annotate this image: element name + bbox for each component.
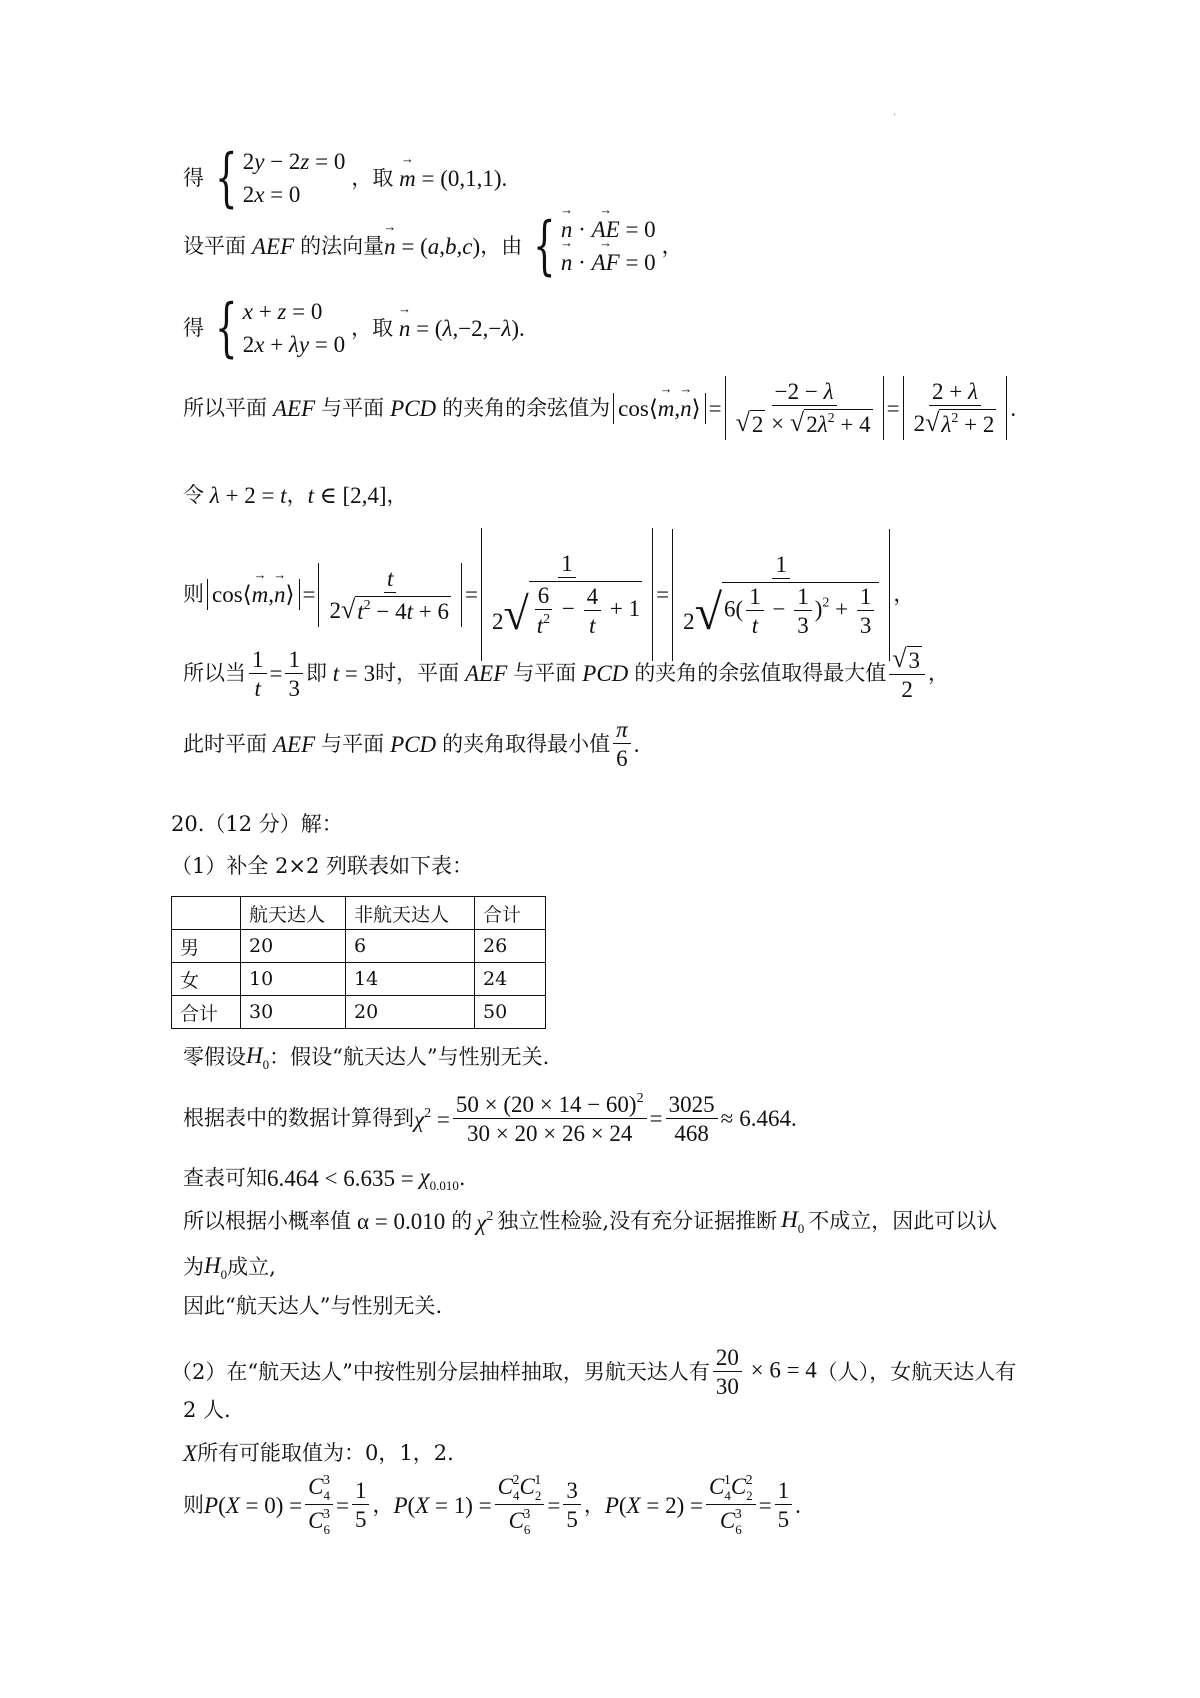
text-yu-plane: 与平面 [321,395,385,420]
table-row [172,996,546,1029]
line-cos-substitution: 则 cos⟨ → m , → n ⟩ = t 2 √ $t^2 - 4t + 6$ = 1 2 √ $\frac{6}{t^2}$ − $\frac{4}{t}$ + 1 = 1 2 √ 6( $\frac{1}{t}$ − $\frac{1}{3}$ )$^2$ + $\frac{1}{3}$ ， [183,528,914,661]
q20-header: 20.（12 分）解： [171,812,343,836]
table-cell: 26 [475,930,546,963]
line-lookup: 查表可知 6.464 < 6.635 = $\chi_{0.010}$ . [183,1164,466,1193]
table-cell: 合计 [475,897,546,930]
text-angle-cos: 的夹角的余弦值为 [442,395,611,420]
label-aef: AEF [252,233,295,259]
text-de: 得 [183,315,204,340]
line-normal-vector-aef: 设平面 AEF 的法向量 → n = (a,b,c) ， 由 { → n · → AE = 0 → n · → AF = 0 ， [183,214,683,278]
table-cell: 非航天达人 [346,897,475,930]
label-aef: AEF [465,661,508,686]
text-max: 的夹角的余弦值取得最大值 [634,661,887,685]
table-cell [172,897,241,930]
left-brace-icon: { [533,209,556,283]
table-header-row [172,897,546,930]
equation-system-2: { → n · → AE = 0 → n · → AF = 0 [524,214,655,278]
line-min-angle: 此时平面 AEF 与平面 PCD 的夹角取得最小值 $\frac{\pi}{6}$ . [183,717,640,771]
table-cell: 10 [241,963,346,996]
line-probabilities: 则 P(X = 0) = $\frac{C_4^3}{C_6^3}$ = $\frac{1}{5}$ ， P(X = 1) = $\frac{C_4^2C_2^1}{C_6^3}$ = $\frac{3}{5}$ ， P(X = 2) = $\frac{C_4^1C_2^2}{C_6^3}$ = $\frac{1}{5}$ . [183,1473,801,1537]
text-alpha-c: 独立性检验,没有充分证据推断 [497,1209,778,1233]
line-chi-square: 根据表中的数据计算得到 $\chi^2$ = $\frac{50 \times (20 \times 14 - 60)^2}{30 \times 20 \times 26 \times 24}$ = $\frac{3025}{468}$ ≈ 6.464 . [183,1091,797,1146]
period: . [519,315,525,341]
text-wei: 为 [183,1255,204,1279]
table-cell: 14 [346,963,475,996]
text-ji: 即 [305,661,327,685]
separator: ， [583,1492,605,1517]
text-part2-b: （人），女航天达人有 [816,1359,1017,1384]
line-system-n: 得 { x + z = 0 2x + λy = 0 ， 取 → n = (λ,−2,−λ) . [183,296,525,360]
text-ling: 令 [183,483,204,507]
text-yu-plane: 与平面 [321,731,385,756]
table-cell: 30 [241,996,346,1029]
period: . [501,165,508,191]
table-cell: 6 [346,930,475,963]
label-pcd: PCD [582,661,629,686]
text-qu: 取 [372,315,394,340]
table-cell: 20 [241,930,346,963]
q20-part1: （1）补全 2×2 列联表如下表： [171,854,474,878]
label-aef: AEF [273,395,316,421]
table-cell: 20 [346,996,475,1029]
text-normal-vec: 的法向量 [300,233,385,258]
alpha-expression: α = 0.010 [357,1209,446,1234]
text-de: 得 [183,165,204,190]
text-part2-a: （2）在“航天达人”中按性别分层抽样抽取，男航天达人有 [171,1359,710,1384]
text-alpha-d: 不成立，因此可以认 [808,1209,998,1233]
text-suoyi-plane: 所以平面 [183,395,267,420]
text-ze: 则 [183,582,204,606]
table-cell: 50 [475,996,546,1029]
text-null-hyp: 零假设 [183,1045,246,1069]
text-chengli: 成立, [227,1255,276,1279]
line-x-values: X 所有可能取值为：0，1，2. [183,1441,454,1466]
line-system-m: 得 { 2y − 2z = 0 2x = 0 ， 取 → m = (0,1,1) . [183,146,507,210]
line-two-people: 2 人. [183,1398,231,1422]
text-shi-plane: 时，平面 [375,661,460,685]
text-min: 的夹角取得最小值 [442,731,611,756]
line-alpha: 所以根据小概率值 α = 0.010 的 $\chi^2$ 独立性检验,没有充分证据推断 $H_0$ 不成立，因此可以认 [183,1207,998,1236]
equation-system-3: { x + z = 0 2x + λy = 0 [215,291,346,365]
line-part2: （2）在“航天达人”中按性别分层抽样抽取，男航天达人有 $\frac{20}{30}$ × 6 = 4 （人），女航天达人有 [171,1345,1017,1399]
table-cell: 航天达人 [241,897,346,930]
text-suoyi-dang: 所以当 [183,661,246,685]
line-therefore: 因此“航天达人”与性别无关. [183,1294,443,1318]
text-you: 由 [501,233,523,258]
line-h0-holds: 为 $H_0$ 成立, [183,1253,276,1282]
text-lookup: 查表可知 [183,1166,267,1190]
label-pcd: PCD [390,731,437,757]
label-pcd: PCD [390,395,437,421]
table-cell: 合计 [172,996,241,1029]
text-yu-plane: 与平面 [513,661,577,685]
approx-value: 6.464 [739,1106,791,1131]
text-ze: 则 [183,1492,204,1517]
text-qu: 取 [372,165,394,190]
table-cell: 女 [172,963,241,996]
left-brace-icon: { [215,291,238,365]
line-let-t: 令 λ + 2 = t ， t ∈ [2,4] ， [183,483,408,508]
table-cell: 24 [475,963,546,996]
lookup-expression: 6.464 < 6.635 = [267,1166,420,1191]
separator: ， [372,1492,394,1517]
line-null-hypothesis: 零假设 $H_0$ ：假设“航天达人”与性别无关. [183,1043,550,1072]
label-aef: AEF [273,731,316,757]
contingency-table [171,896,546,1029]
line-cosine-value: 所以平面 AEF 与平面 PCD 的夹角的余弦值为 cos⟨ → m , → n ⟩ = −2 − λ √ 2 × √ $2\lambda^2 + 4$ = 2 + λ 2 √ $\lambda^2 + 2$ . [183,376,1016,440]
line-max-value: 所以当 $\frac{1}{t}$ = $\frac{1}{3}$ 即 t = 3 时，平面 AEF 与平面 PCD 的夹角的余弦值取得最大值 √ 3 2 ， [183,644,950,702]
table-row [172,963,546,996]
text-x-values: 所有可能取值为：0，1，2. [197,1441,454,1465]
text-cishi: 此时平面 [183,731,267,756]
equation-system-1: { 2y − 2z = 0 2x = 0 [215,141,346,215]
table-cell: 男 [172,930,241,963]
text-set-plane: 设平面 [183,233,246,258]
text-alpha-b: 的 [451,1209,473,1233]
page-dot-mark: · [893,110,897,121]
text-calc-intro: 根据表中的数据计算得到 [183,1106,414,1130]
text-alpha-a: 所以根据小概率值 [183,1209,351,1233]
table-row [172,930,546,963]
text-null-hyp-b: ：假设“航天达人”与性别无关. [269,1045,550,1069]
left-brace-icon: { [215,141,238,215]
